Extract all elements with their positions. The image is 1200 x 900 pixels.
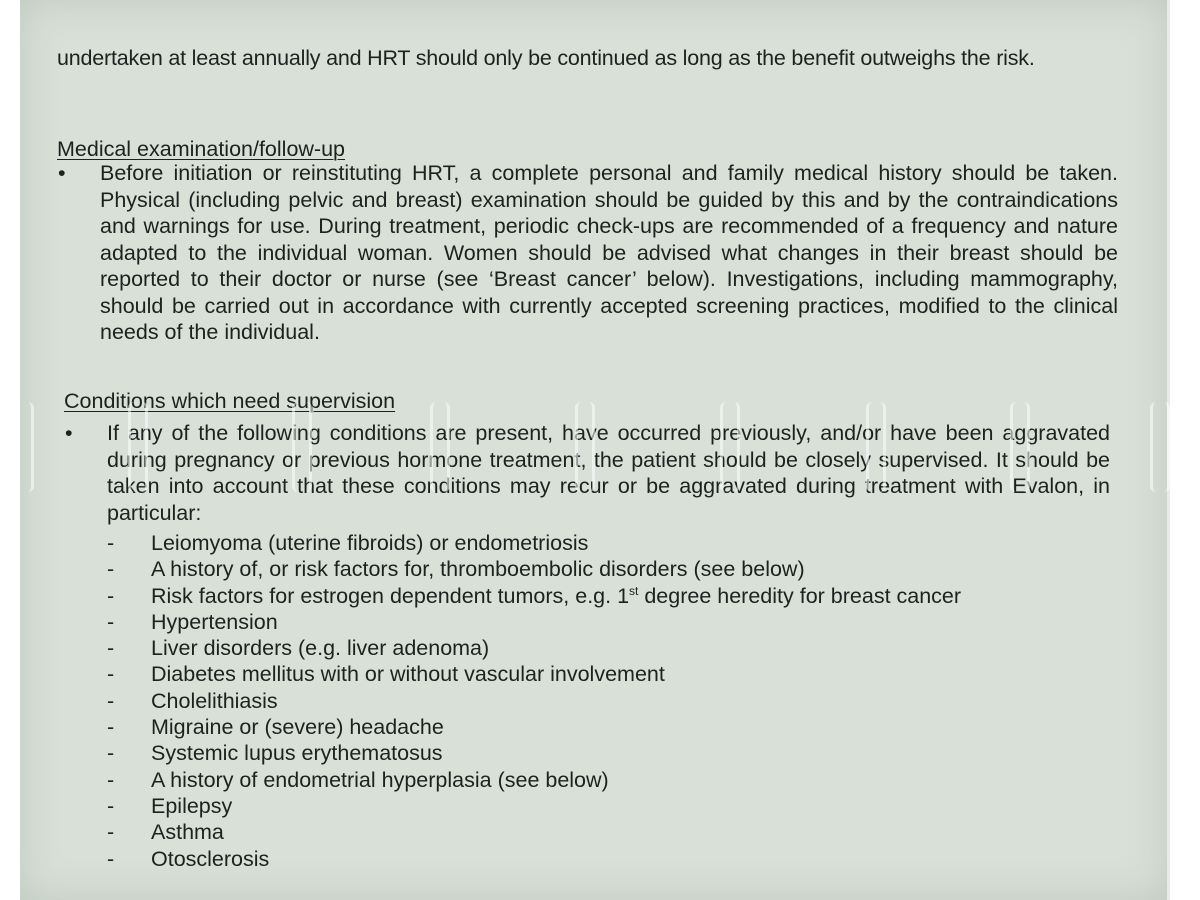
list-item-cholelithiasis: - Cholelithiasis bbox=[107, 688, 961, 714]
list-item-thromboembolic: - A history of, or risk factors for, thromboembolic disorders (see below) bbox=[107, 556, 961, 582]
conditions-supervision-text: If any of the following conditions are present, have occurred previously, and/or have been aggravated during pregnancy or previous hormone treatment, the patient should be closely supervised. It should be taken into account that these conditions may recur or be aggravated during treatment with Evalon, in particular: bbox=[107, 421, 1110, 525]
list-item-migraine: - Migraine or (severe) headache bbox=[107, 714, 961, 740]
medical-examination-text: Before initiation or reinstituting HRT, a complete personal and family medical history should be taken. Physical (including pelvic and breast) examination should be guided by this and by the contraindications and warnings for use. During treatment, periodic check-ups are recommended of a frequency and nature adapted to the individual woman. Women should be advised what changes in their breast should be reported to their doctor or nurse (see ‘Breast cancer’ below). Investigations, including mammography, should be carried out in accordance with currently accepted screening practices, modified to the clinical needs of the individual. bbox=[100, 161, 1118, 344]
list-item-epilepsy: - Epilepsy bbox=[107, 793, 961, 819]
list-item-endometrial-hyperplasia: - A history of endometrial hyperplasia (see below) bbox=[107, 767, 961, 793]
list-item-hypertension: - Hypertension bbox=[107, 609, 961, 635]
list-item-otosclerosis: - Otosclerosis bbox=[107, 846, 961, 872]
intro-paragraph bbox=[57, 45, 1117, 72]
intro-text: undertaken at least annually and HRT should only be continued as long as the benefit outweighs the risk. bbox=[57, 46, 1035, 70]
bullet-dot: • bbox=[65, 421, 73, 445]
ordinal-suffix: st bbox=[629, 583, 639, 598]
list-item-liver-disorders: - Liver disorders (e.g. liver adenoma) bbox=[107, 635, 961, 661]
list-item-lupus: - Systemic lupus erythematosus bbox=[107, 740, 961, 766]
list-item-estrogen-tumors bbox=[107, 583, 961, 609]
document-page bbox=[20, 0, 1168, 900]
section-heading-conditions-supervision: Conditions which need supervision bbox=[64, 389, 396, 413]
list-item-asthma: - Asthma bbox=[107, 819, 961, 845]
list-item-estrogen-tumors-tail: degree heredity for breast cancer bbox=[638, 583, 962, 608]
section-heading-medical-examination: Medical examination/follow-up bbox=[57, 137, 346, 161]
bullet-dot: • bbox=[58, 161, 66, 185]
list-item-estrogen-tumors-text: Risk factors for estrogen dependent tumors, e.g. 1 bbox=[151, 583, 630, 608]
list-item-diabetes: - Diabetes mellitus with or without vascular involvement bbox=[107, 661, 961, 687]
list-item-leiomyoma: - Leiomyoma (uterine fibroids) or endometriosis bbox=[107, 530, 961, 556]
conditions-list bbox=[107, 530, 961, 872]
